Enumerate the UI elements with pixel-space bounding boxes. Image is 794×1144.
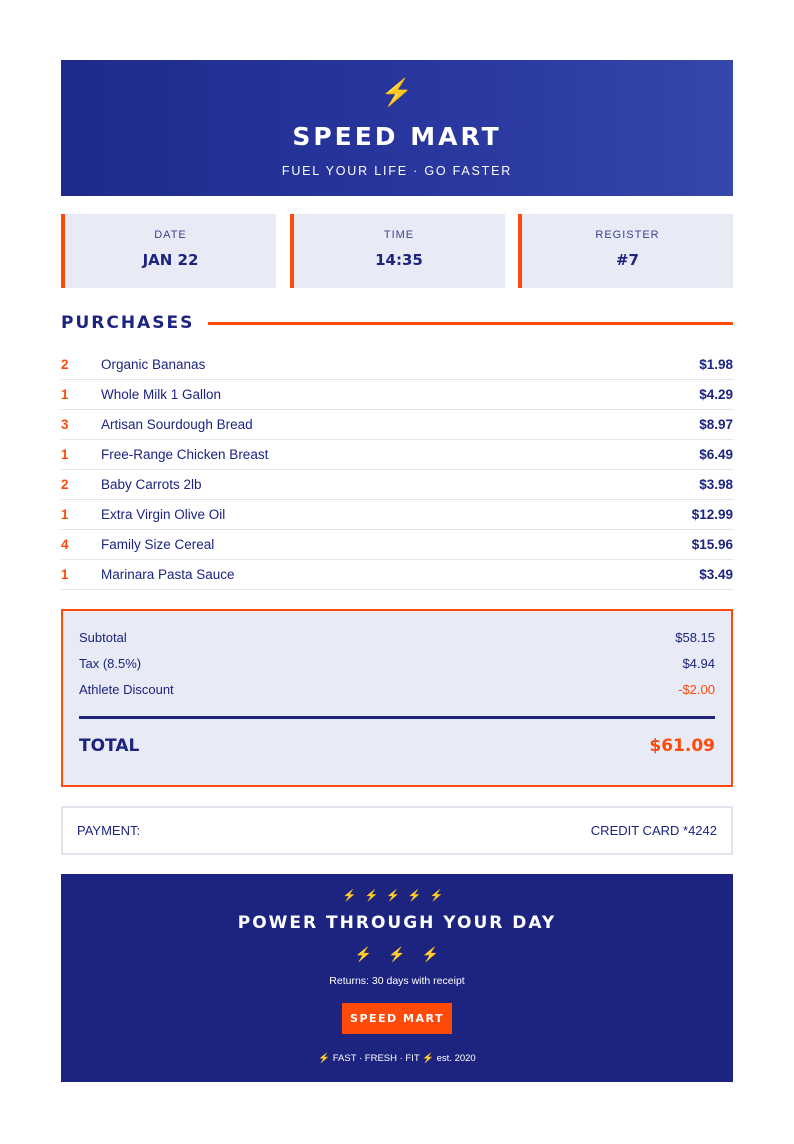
list-item [61, 380, 733, 410]
item-price: $4.29 [699, 387, 733, 402]
item-price: $6.49 [699, 447, 733, 462]
time-value: 14:35 [375, 251, 423, 269]
item-name: Free-Range Chicken Breast [101, 447, 269, 462]
purchase-list [61, 350, 733, 590]
store-tagline: FUEL YOUR LIFE · GO FASTER [281, 164, 513, 178]
total-label: TOTAL [79, 736, 140, 756]
discount-value: -$2.00 [678, 681, 715, 697]
footer-established [61, 1052, 733, 1066]
item-price: $3.98 [699, 477, 733, 492]
receipt-footer [61, 874, 733, 1082]
store-name: SPEED MART [292, 122, 502, 151]
item-price: $15.96 [691, 537, 733, 552]
item-price: $3.49 [699, 567, 733, 582]
item-quantity: 1 [61, 387, 69, 402]
purchases-heading [61, 312, 733, 334]
subtotal-row [79, 624, 715, 650]
payment-method: CREDIT CARD *4242 [590, 823, 717, 838]
total-value: $61.09 [649, 736, 715, 756]
register-box [518, 214, 733, 288]
lightning-bolt-icon: ⚡⚡⚡⚡⚡ [342, 890, 452, 902]
time-label: TIME [383, 229, 415, 241]
lightning-bolt-icon: ⚡ [422, 1053, 434, 1064]
time-box [290, 214, 505, 288]
subtotal-label: Subtotal [79, 629, 127, 645]
transaction-info [61, 214, 733, 288]
payment-box [61, 806, 733, 855]
list-item [61, 410, 733, 440]
list-item [61, 560, 733, 590]
item-quantity: 3 [61, 417, 69, 432]
item-quantity: 1 [61, 447, 69, 462]
list-item [61, 470, 733, 500]
item-name: Extra Virgin Olive Oil [101, 507, 226, 522]
totals-box [61, 609, 733, 787]
list-item [61, 440, 733, 470]
lightning-bolt-icon: ⚡ [380, 77, 414, 107]
returns-policy: Returns: 30 days with receipt [329, 975, 465, 987]
discount-label: Athlete Discount [79, 681, 174, 697]
item-price: $1.98 [699, 357, 733, 372]
register-label: REGISTER [595, 229, 660, 241]
footer-motto: POWER THROUGH YOUR DAY [237, 913, 557, 933]
item-name: Marinara Pasta Sauce [101, 567, 235, 582]
item-quantity: 2 [61, 477, 69, 492]
speed-mart-button[interactable]: SPEED MART [342, 1003, 452, 1034]
totals-divider [79, 716, 715, 719]
tax-row [79, 650, 715, 676]
date-box [61, 214, 276, 288]
footer-slogan: FAST · FRESH · FIT [332, 1053, 420, 1064]
list-item [61, 530, 733, 560]
heading-rule [208, 322, 733, 325]
lightning-bolt-icon: ⚡⚡⚡ [354, 946, 456, 962]
tax-label: Tax (8.5%) [79, 655, 142, 671]
item-quantity: 1 [61, 567, 69, 582]
item-quantity: 4 [61, 537, 69, 552]
lightning-bolt-icon: ⚡ [318, 1053, 331, 1064]
receipt [61, 60, 733, 1082]
discount-row [79, 676, 715, 702]
purchases-title: PURCHASES [61, 313, 195, 333]
tax-value: $4.94 [682, 655, 715, 671]
date-label: DATE [154, 229, 187, 241]
established-year: est. 2020 [436, 1053, 476, 1064]
total-row [79, 733, 715, 759]
item-name: Artisan Sourdough Bread [101, 417, 253, 432]
item-quantity: 2 [61, 357, 69, 372]
item-price: $8.97 [699, 417, 733, 432]
item-name: Baby Carrots 2lb [101, 477, 202, 492]
list-item [61, 500, 733, 530]
item-name: Whole Milk 1 Gallon [101, 387, 222, 402]
receipt-header [61, 60, 733, 196]
item-quantity: 1 [61, 507, 69, 522]
subtotal-value: $58.15 [675, 629, 715, 645]
item-name: Organic Bananas [101, 357, 206, 372]
date-value: JAN 22 [142, 251, 199, 269]
item-name: Family Size Cereal [101, 537, 215, 552]
list-item [61, 350, 733, 380]
payment-label: PAYMENT: [77, 823, 141, 838]
register-value: #7 [615, 251, 639, 269]
item-price: $12.99 [691, 507, 733, 522]
